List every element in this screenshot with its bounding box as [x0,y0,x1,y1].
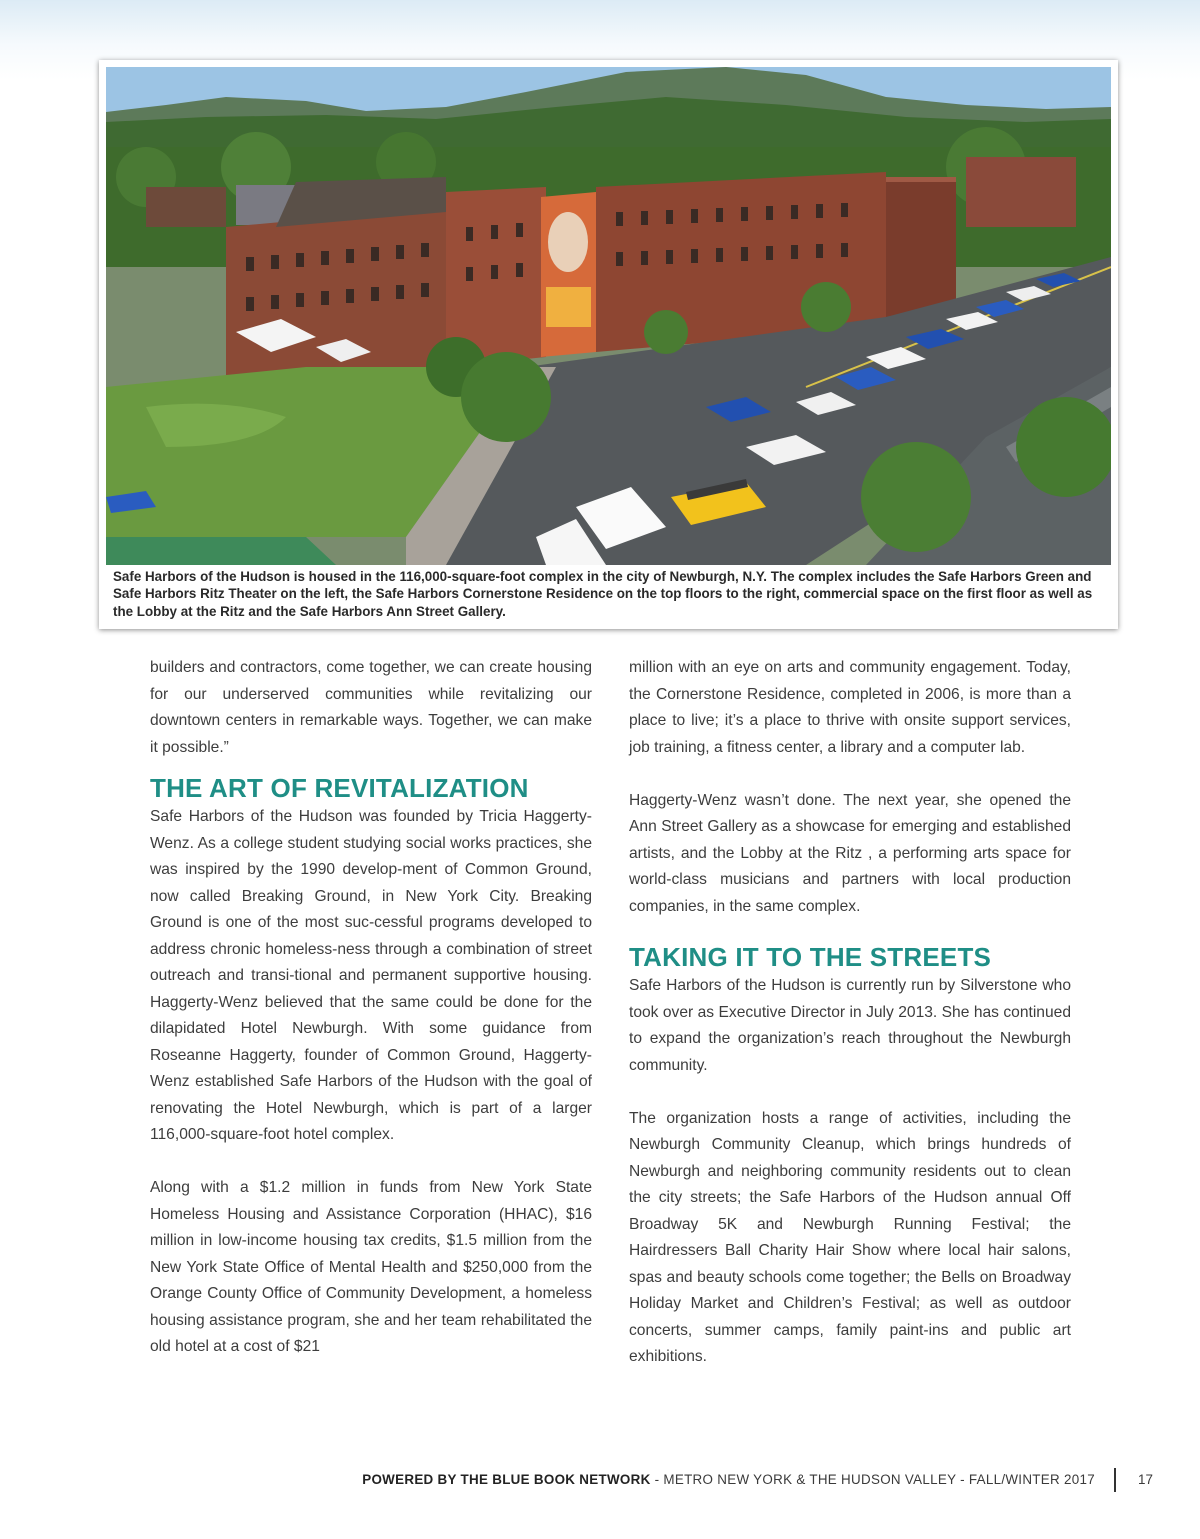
footer-text [362,1472,1095,1487]
right-column [629,655,1071,1371]
paragraph: Safe Harbors of the Hudson was founded by Tricia Haggerty-Wenz. As a college student studying social works practices, she was inspired by the 1990 develop-ment of Common Ground, now called Breaking Ground, in New York City. Breaking Ground is one of the most suc-cessful programs developed to address chronic homeless-ness through a combination of street outreach and transi-tional and permanent supportive housing. Haggerty-Wenz believed that the same could be done for the dilapidated Hotel Newburgh. With some guidance from Roseanne Haggerty, founder of Common Ground, Haggerty-Wenz established Safe Harbors of the Hudson with the goal of renovating the Hotel Newburgh, which is part of a larger 116,000-square-foot hotel complex. [150,808,592,1143]
paragraph: Haggerty-Wenz wasn’t done. The next year, she opened the Ann Street Gallery as a showcase for emerging and established artists, and the Lobby at the Ritz , a performing arts space for world-class musicians and partners with local production companies, in the same complex. [629,791,1071,915]
paragraph: The organization hosts a range of activities, including the Newburgh Community Cleanup, which brings hundreds of Newburgh and neighboring community residents out to clean the city streets; the Safe Harbors of the Hudson annual Off Broadway 5K and Newburgh Running Festival; the Hairdressers Ball Charity Hair Show where local hair salons, spas and beauty schools come together; the Bells on Broadway Holiday Market and Children’s Festival; as well as outdoor concerts, summer camps, family paint-ins and public art exhibitions. [629,1109,1071,1365]
page-footer [0,1468,1200,1492]
footer-divider [1114,1468,1116,1492]
paragraph: Safe Harbors of the Hudson is currently run by Silverstone who took over as Executive Director in July 2013. She has continued to expand the organization’s reach throughout the Newburgh community. [629,977,1071,1074]
paragraph: million with an eye on arts and community engagement. Today, the Cornerstone Residence, completed in 2006, is more than a place to live; it’s a place to thrive with onsite support services, job training, a fitness center, a library and a computer lab. [629,659,1071,756]
page-number: 17 [1138,1472,1153,1487]
section-heading: TAKING IT TO THE STREETS [629,942,992,972]
footer-edition: - METRO NEW YORK & THE HUDSON VALLEY - FALL/WINTER 2017 [650,1472,1095,1487]
aerial-photo-illustration [106,67,1111,565]
footer-brand: POWERED BY THE BLUE BOOK NETWORK [362,1472,651,1487]
paragraph: Along with a $1.2 million in funds from New York State Homeless Housing and Assistance Corporation (HHAC), $16 million in low-income housing tax credits, $1.5 million from the New York State Office of Mental Health and $250,000 from the Orange County Office of Community Development, a homeless housing assistance program, she and her team rehabilitated the old hotel at a cost of $21 [150,1179,592,1355]
aerial-photo [106,67,1111,565]
section-heading: THE ART OF REVITALIZATION [150,773,529,803]
photo-frame [99,60,1118,629]
photo-caption: Safe Harbors of the Hudson is housed in the 116,000-square-foot complex in the city of Newburgh, N.Y. The complex includes the Safe Harbors Green and Safe Harbors Ritz Theater on the left, the Safe Harbors Cornerstone Residence on the top floors to the right, commercial space on the first floor as well as the Lobby at the Ritz and the Safe Harbors Ann Street Gallery. [113,569,1093,619]
paragraph: builders and contractors, come together, we can create housing for our underserved communities while revitalizing our downtown centers in remarkable ways. Together, we can make it possible.” [150,659,592,756]
left-column [150,655,592,1361]
